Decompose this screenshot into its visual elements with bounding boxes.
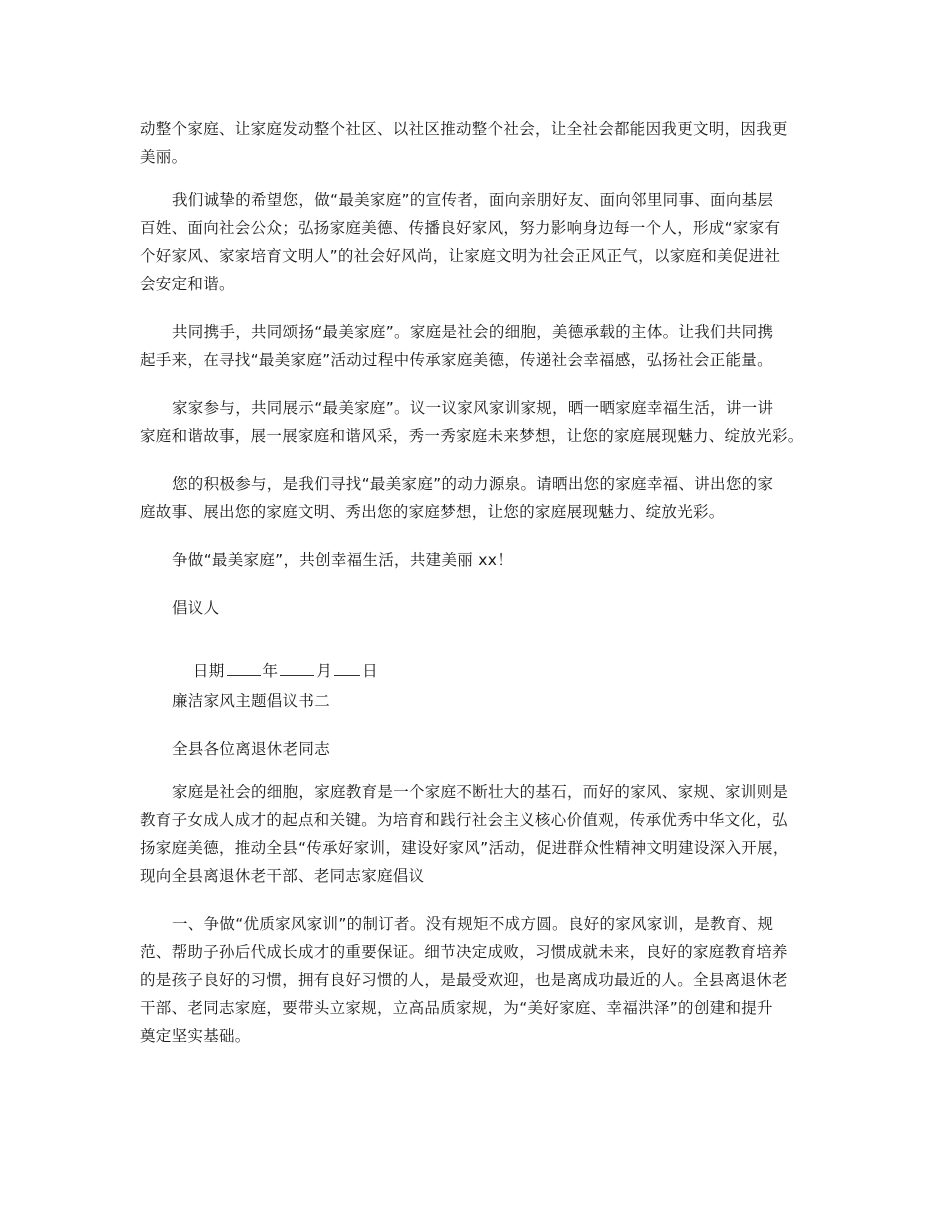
text-line: 家庭是社会的细胞，家庭教育是一个家庭不断壮大的基石，而好的家风、家规、家训则是 (172, 783, 789, 801)
month-label: 月 (316, 662, 333, 680)
text-line: 家家参与，共同展示“最美家庭”。议一议家风家训家规，晒一晒家庭幸福生活，讲一讲 (172, 399, 774, 417)
text-line: 争做“最美家庭”，共创幸福生活，共建美丽 xx！ (172, 551, 514, 569)
text-line: 奠定坚实基础。 (140, 1027, 251, 1045)
year-blank (227, 674, 261, 676)
text-line: 起手来，在寻找“最美家庭”活动过程中传承家庭美德，传递社会幸福感，弘扬社会正能量。 (140, 351, 773, 369)
salutation: 全县各位离退休老同志 (172, 740, 331, 758)
text-line: 一、争做“优质家风家训”的制订者。没有规矩不成方圆。良好的家风家训，是教育、规 (172, 915, 774, 933)
section-title: 廉洁家风主题倡议书二 (172, 692, 331, 710)
text-line: 动整个家庭、让家庭发动整个社区、以社区推动整个社会，让全社会都能因我更文明，因我更 (140, 120, 788, 138)
text-line: 美丽。 (140, 148, 188, 166)
text-line: 教育子女成人成才的起点和关键。为培育和践行社会主义核心价值观，传承优秀中华文化，弘 (140, 811, 788, 829)
signer-label: 倡议人 (172, 599, 220, 617)
text-line: 庭故事、展出您的家庭文明、秀出您的家庭梦想，让您的家庭展现魅力、绽放光彩。 (140, 503, 725, 521)
year-label: 年 (262, 662, 279, 680)
text-line: 您的积极参与，是我们寻找“最美家庭”的动力源泉。请晒出您的家庭幸福、讲出您的家 (172, 475, 774, 493)
day-label: 日 (362, 662, 378, 680)
month-blank (280, 674, 314, 676)
text-line: 现向全县离退休老干部、老同志家庭倡议 (140, 867, 425, 885)
text-line: 干部、老同志家庭，要带头立家规，立高品质家规，为“美好家庭、幸福洪泽”的创建和提升 (140, 999, 773, 1017)
text-line: 共同携手，共同颂扬“最美家庭”。家庭是社会的细胞，美德承载的主体。让我们共同携 (172, 323, 774, 341)
day-blank (334, 674, 360, 676)
date-label: 日期 (192, 662, 225, 680)
text-line: 百姓、面向社会公众；弘扬家庭美德、传播良好家风，努力影响身边每一个人，形成“家家有 (140, 219, 781, 237)
text-line: 会安定和谐。 (140, 275, 235, 293)
text-line: 我们诚挚的希望您，做“最美家庭”的宣传者，面向亲朋好友、面向邻里同事、面向基层 (172, 191, 774, 209)
text-line: 范、帮助子孙后代成长成才的重要保证。细节决定成败，习惯成就未来，良好的家庭教育培养 (140, 943, 788, 961)
text-line: 个好家风、家家培育文明人”的社会好风尚，让家庭文明为社会正风正气，以家庭和美促进社 (140, 247, 781, 265)
text-line: 扬家庭美德，推动全县“传承好家训，建设好家风”活动，促进群众性精神文明建设深入开展， (140, 839, 789, 857)
text-line: 家庭和谐故事，展一展家庭和谐风采，秀一秀家庭未来梦想，让您的家庭展现魅力、绽放光彩。 (140, 427, 804, 445)
text-line: 的是孩子良好的习惯，拥有良好习惯的人，是最受欢迎，也是离成功最近的人。全县离退休老 (140, 971, 788, 989)
